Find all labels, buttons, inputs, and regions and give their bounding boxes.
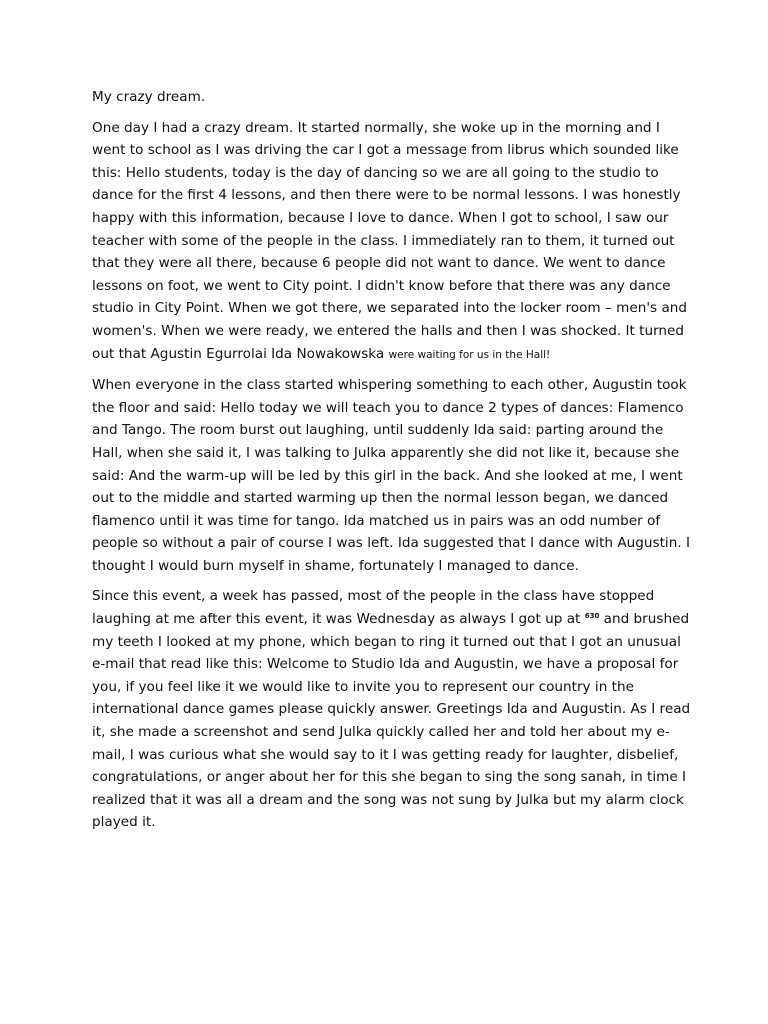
- paragraph-1: [92, 117, 692, 367]
- document-title: My crazy dream.: [92, 89, 206, 105]
- document-page: [92, 86, 692, 842]
- paragraph-1-text: One day I had a crazy dream. It started normally, she woke up in the morning and I went to school as I was driving the car I got a message from librus which sounded like this: Hello students, today is the day of dancing so we are all going to the studio to dance for the first 4 lessons, and then there were to be normal lessons. I was honestly happy with this information, because I love to dance. When I got to school, I saw our teacher with some of the people in the class. I immediately ran to them, it turned out that they were all there, because 6 people did not want to dance. We went to dance lessons on foot, we went to City point. I didn't know before that there was any dance studio in City Point. When we got there, we separated into the locker room – men's and women's. When we were ready, we entered the halls and then I was shocked. It turned out that Agustin Egurrolai Ida Nowakowska: [92, 119, 688, 362]
- paragraph-3-text-after: and brushed my teeth I looked at my phone, which began to ring it turned out that I got an unusual e-mail that read like this: Welcome to Studio Ida and Augustin, we have a proposal for you, if you feel like it we would like to invite you to represent our country in the international dance games please quickly answer. Greetings Ida and Augustin. As I read it, she made a screenshot and send Julka quickly called her and told her about my e-mail, I was curious what she would say to it I was getting ready for laughter, disbelief, congratulations, or anger about her for this she began to sing the song sanah, in time I realized that it was all a dream and the song was not sung by Julka but my alarm clock played it.: [92, 611, 691, 831]
- paragraph-3: [92, 585, 692, 834]
- paragraph-2: When everyone in the class started whispering something to each other, Augustin took the floor and said: Hello today we will teach you to dance 2 types of dances: Flamenco and Tango. The room burst out laughing, until suddenly Ida said: parting around the Hall, when she said it, I was talking to Julka apparently she did not like it, because she said: And the warm-up will be led by this girl in the back. And she looked at me, I went out to the middle and started warming up then the normal lesson began, we danced flamenco until it was time for tango. Ida matched us in pairs was an odd number of people so without a pair of course I was left. Ida suggested that I dance with Augustin. I thought I would burn myself in shame, fortunately I managed to dance.: [92, 377, 690, 574]
- time-superscript: 630: [584, 612, 600, 621]
- paragraph-1-small-text: were waiting for us in the Hall!: [388, 348, 551, 361]
- paragraph-3-text-before: Since this event, a week has passed, most of the people in the class have stopped laughing at me after this event, it was Wednesday as always I got up at: [92, 588, 655, 628]
